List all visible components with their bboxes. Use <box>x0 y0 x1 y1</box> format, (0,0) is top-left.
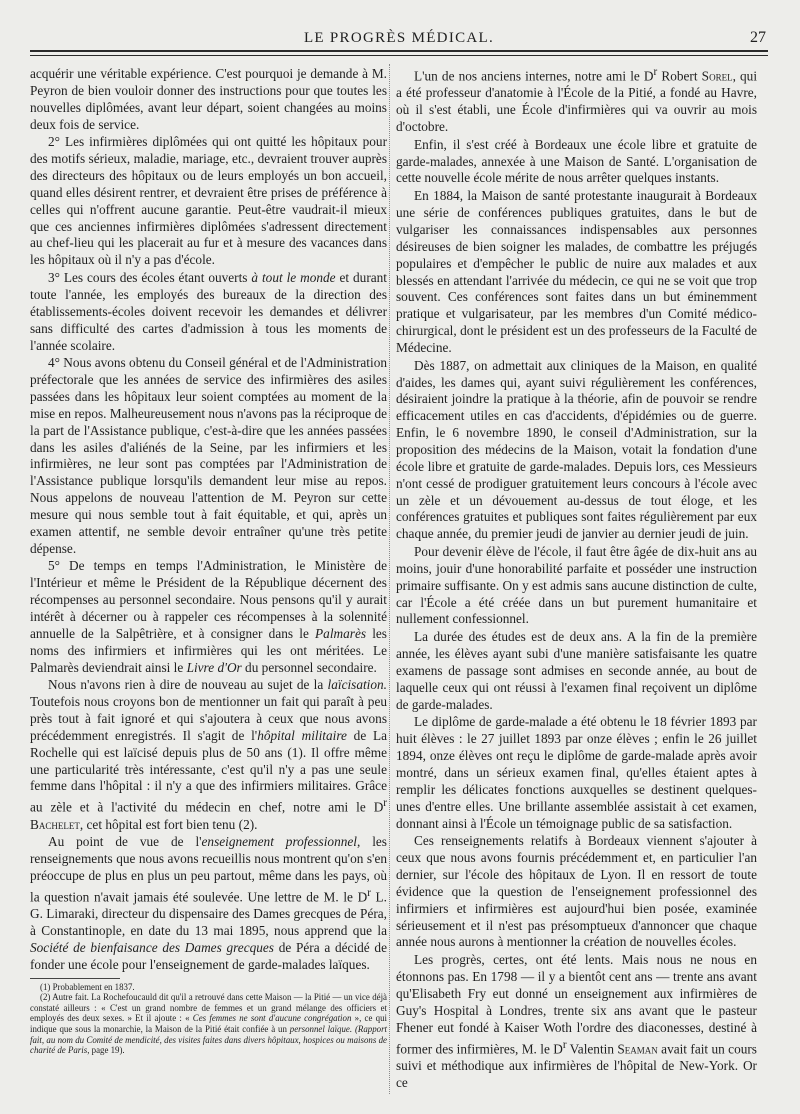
paragraph <box>30 270 387 354</box>
paragraph: Enfin, il s'est créé à Bordeaux une école libre et gratuite de garde-malades, annexée à une Maison de Santé. L'organisation de cette nouvelle école mérite de nous arrêter quelques instants. <box>396 136 757 186</box>
superscript: r <box>653 66 658 78</box>
text-run: , cet hôpital est fort bien tenu (2). <box>79 816 258 832</box>
paragraph <box>396 952 757 1091</box>
footnote-separator <box>30 978 120 979</box>
italic-text: hôpital militaire <box>257 727 347 743</box>
paragraph: acquérir une véritable expérience. C'est pourquoi je demande à M. Peyron de bien vouloir donner des instructions pour que toutes les nouvelles diplômées, avant leur départ, soient changées au moins deux fois de service. <box>30 66 387 132</box>
text-run: et durant toute l'année, les employés des bureaux de la direction des établissements-écoles doivent recevoir les demandes et délivrer sans difficulté des cartes d'admission à tous les moments de l'année scolaire. <box>30 270 388 353</box>
footnote-2 <box>30 992 387 1056</box>
paragraph: Le diplôme de garde-malade a été obtenu le 18 février 1893 par huit élèves : le 27 juillet 1893 par onze élèves ; enfin le 26 juillet 1894, onze élèves ont reçu le diplôme de garde-malade après avoir montré, dans un sérieux examen final, qu'elles étaient aptes à remplir les délicates fonctions auxquelles se destinent quelques-unes d'entre elles. Une brillante assemblée assistait à cet examen, donnant ainsi à l'École un témoignage public de sa satisfaction. <box>396 714 757 831</box>
superscript: r <box>562 1038 567 1051</box>
text-run: Robert <box>657 68 702 84</box>
text-run: Toutefois nous croyons bon de mentionner un fait qui paraît à peu près tout à fait ignoré et qui s'ajoutera à ceux que nous avons précédemment enregistrés. Il s'agit de l' <box>30 694 387 743</box>
text-run: de Péra a décidé de fonder une école pour l'enseignement de garde-malades laïques. <box>30 939 387 972</box>
text-run: Les progrès, certes, ont été lents. Mais nous ne nous en étonnons pas. En 1798 — il y a bientôt cent ans — trente ans avant qu'Elisabeth Fry eut donné un enseignement aux infirmières de Guy's Hospital à Londres, trente six ans avant que le pasteur Fhener eut fondé à Kaiser Woth l'ordre des diaconesses, destiné à former des infirmières, M. le D <box>396 952 757 1056</box>
right-column <box>396 64 757 1092</box>
text-run: les noms des infirmiers et infirmières qui les ont méritées. Le Palmarès deviendrait ainsi le <box>30 625 387 675</box>
italic-text: laïcisation. <box>327 677 387 693</box>
text-run: Nous n'avons rien à dire de nouveau au sujet de la <box>48 677 328 693</box>
italic-text: Société de bienfaisance des Dames grecques <box>30 939 274 955</box>
text-run: L. G. Limaraki, directeur du dispensaire des Dames grecques de Péra, à Constantinople, en date du 13 mai 1895, nous apprend que la <box>30 889 387 939</box>
header-rule-thin <box>30 55 768 56</box>
paragraph <box>30 834 387 973</box>
paragraph <box>30 677 387 833</box>
small-caps-name: Bachelet <box>30 816 80 832</box>
italic-text: Livre d'Or <box>186 659 242 675</box>
text-run: Valentin <box>566 1040 618 1056</box>
small-caps-name: Seaman <box>617 1040 658 1056</box>
italic-text: Ces femmes ne sont d'aucune congrégation <box>192 1013 352 1024</box>
header-rule-thick <box>30 50 768 52</box>
small-caps-name: Sorel <box>701 68 733 84</box>
italic-text: à tout le monde <box>251 270 336 286</box>
journal-title: LE PROGRÈS MÉDICAL. <box>303 30 495 46</box>
footnotes <box>30 982 387 1056</box>
superscript: r <box>367 886 371 899</box>
italic-text: Palmarès <box>315 625 367 641</box>
paragraph <box>30 558 387 676</box>
paragraph <box>396 64 757 136</box>
text-run: 3° Les cours des écoles étant ouverts <box>48 270 252 286</box>
paragraph: 4° Nous avons obtenu du Conseil général et de l'Administration préfectorale que les années de service des infirmières des asiles passées dans les hôpitaux leur soient comptées au moment de la mise en repos. Malheureusement nous n'avons pas la réciproque de la part de l'Assistance publique, c'est-à-dire que les années passées dans les asiles d'aliénés de la Seine, par les infirmiers et les infirmières, ne leur sont pas comptées par l'Administration de l'Assistance publique lorsqu'ils demandent leur mise au repos. Nous appelons de nouveau l'attention de M. Peyron sur cette mesure qui nous semble tout à fait équitable, et qui, après un examen attentif, ne semble devoir entraîner qu'une très petite dépense. <box>30 355 387 556</box>
text-run: de La Rochelle qui est laïcisé depuis plus de 50 ans (1). Il offre même une particularité très intéressante, c'est qu'il n'y a pas une seule femme dans l'hôpital : il n'y a que des infirmiers militaires. Grâce au zèle et à l'activité du médecin en chef, notre ami le D <box>30 727 387 815</box>
running-header <box>30 28 768 48</box>
column-divider <box>389 64 390 1094</box>
paragraph: Pour devenir élève de l'école, il faut être âgée de dix-huit ans au moins, jouir d'une honorabilité parfaite et posséder une instruction primaire suffisante. On y est admis sans aucune distinction de culte, car l'École a été créée dans un but purement humanitaire et nullement confessionnel. <box>396 544 757 627</box>
text-run: (2) Autre fait. La Rochefoucauld dit qu'il a retrouvé dans cette Maison — la Pitié — un vice déjà constaté ailleurs : « C'est un grand nombre de femmes et un grand mélange des officiers et employés des deux sexes. » Et il ajoute : « <box>30 992 387 1024</box>
paragraph: En 1884, la Maison de santé protestante inaugurait à Bordeaux une série de conférences publiques gratuites, dans le but de vulgariser les connaissances indispensables aux personnes désireuses de bien soigner les malades, de combattre les préjugés populaires et d'empêcher le public de nuire aux malades et aux blessés en attendant l'arrivée du médecin, ce qui ne se voit que trop souvent. Ces conférences sont faites dans un but éminemment pratique et vulgarisateur, par les membres d'un Comité médico-chirurgical, dont le président est un des professeurs de la Faculté de Médecine. <box>396 188 757 355</box>
text-run: , qui a été professeur d'anatomie à l'École de la Pitié, a fondé au Havre, où il s'est établi, une École d'infirmières qui va ouvrir au mois d'octobre. <box>396 68 758 134</box>
text-run: 5° De temps en temps l'Administration, le Ministère de l'Intérieur et même le Président de la République décernent des récompenses au personnel secondaire. Nous pensons qu'il y aurait intérêt à décerner ou à rappeler ces récompenses à la solennité annuelle de la Salpêtrière, et à consigner dans le <box>30 558 387 641</box>
text-run: du personnel secondaire. <box>241 659 377 675</box>
superscript: r <box>383 797 387 810</box>
text-run: L'un de nos anciens internes, notre ami le D <box>414 68 654 84</box>
page-number: 27 <box>750 29 766 46</box>
text-run: Au point de vue de l' <box>48 834 202 850</box>
paragraph: Dès 1887, on admettait aux cliniques de la Maison, en qualité d'aides, les dames qui, ayant suivi régulièrement les conférences, désiraient joindre la pratique à la théorie, afin de pouvoir se rendre efficacement utiles en cas d'accidents, d'épidémies ou de guerre. Enfin, le 6 novembre 1890, le conseil d'Administration, sur la proposition des médecins de la Maison, votait la fondation d'une école libre et gratuite de garde-malades. Depuis lors, ces Messieurs n'ont cessé de prodiguer gratuitement leurs concours à l'école avec un zèle et un dévouement au-dessus de tout éloge, et les conférences gratuites et publiques sont faites régulièrement par eux chaque année, du premier jeudi de janvier au dernier jeudi de juin. <box>396 357 757 542</box>
italic-text: personnel laïque. (Rapport fait, au nom du Comité de mendicité, des visites faites dans divers hôpitaux, hospices ou maisons de charité de Paris <box>30 1023 387 1056</box>
italic-text: enseignement professionnel <box>201 834 357 850</box>
footnote-1: (1) Probablement en 1837. <box>40 981 135 992</box>
text-run: , page 19). <box>87 1045 125 1056</box>
text-run: , les renseignements que nous avons recueillis nous montrent qu'on s'en préoccupe de plus en plus un peu partout, même dans les pays, où la question n'avait jamais été soulevée. Une lettre de M. le D <box>30 834 387 905</box>
left-column <box>30 66 387 1056</box>
paragraph: Ces renseignements relatifs à Bordeaux viennent s'ajouter à ceux que nous avons fournis précédemment et, en particulier l'an dernier, sur l'école des hôpitaux de Lyon. Il en ressort de toute évidence que la question de l'enseignement professionnel des infirmiers et infirmières est aujourd'hui bien posée, examinée sérieusement et il n'est pas présomptueux d'annoncer que chaque année nous aurons à mentionner la création de nouvelles écoles. <box>396 833 757 950</box>
text-run: », ce qui indique que sous la monarchie, la Maison de la Pitié était confiée à un <box>30 1013 387 1034</box>
paragraph: 2° Les infirmières diplômées qui ont quitté les hôpitaux pour des motifs sérieux, maladie, mariage, etc., devraient trouver auprès des directeurs des hôpitaux ou de leurs employés un bon accueil, quand elles désirent rentrer, et devraient être prises de préférence à celles qui n'offrent aucune garantie. Peut-être vaudrait-il mieux que ces anciennes infirmières diplômées s'adressent directement au chef-lieu qui les placerait au fur et à mesure des vacances dans les hôpitaux où il n'y a pas d'école. <box>30 134 387 268</box>
paragraph: La durée des études est de deux ans. A la fin de la première année, les élèves ayant subi d'une manière satisfaisante les quatre examens de passage sont admises en seconde année, au bout de laquelle ceux qui ont réussi à l'examen final reçoivent un diplôme de garde-malades. <box>396 629 757 712</box>
text-run: avait fait un cours suivi et méthodique aux infirmières de l'hôpital de New-York. Or ce <box>396 1040 757 1090</box>
